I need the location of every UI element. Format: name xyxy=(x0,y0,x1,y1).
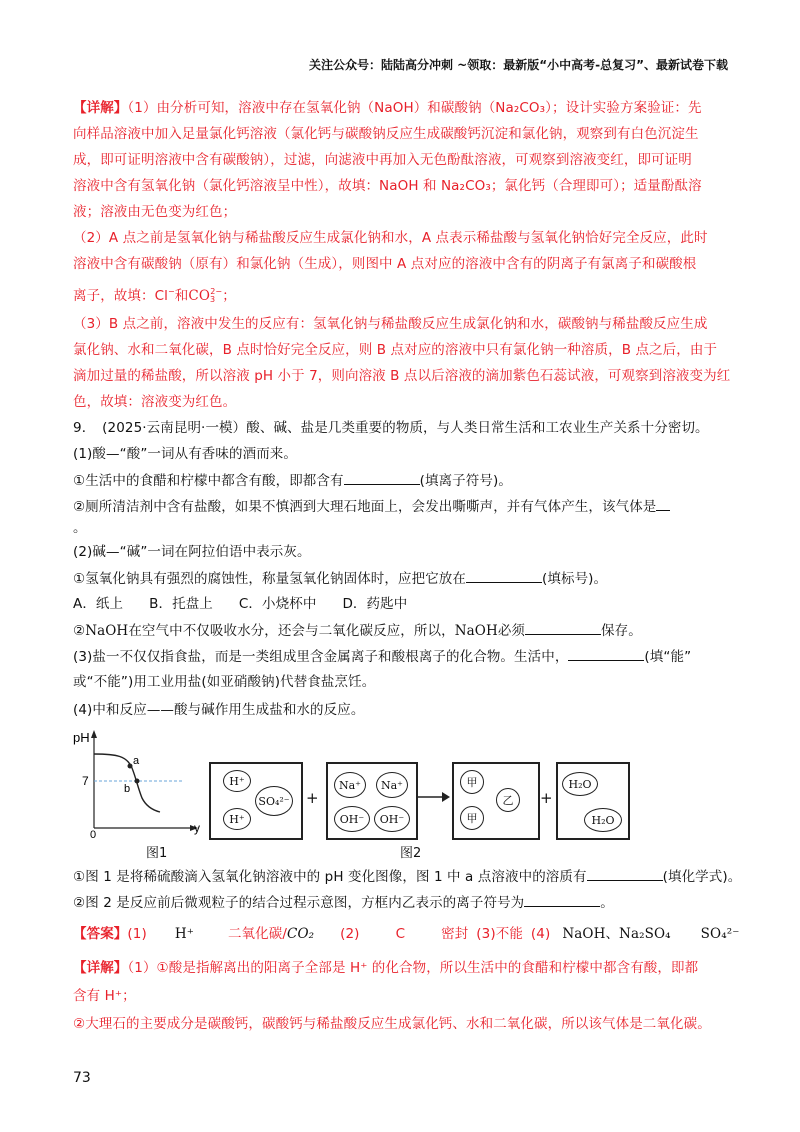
xlabel: y xyxy=(194,821,200,835)
detail1-line10: 氯化钠、水和二氧化碳，B 点时恰好完全反应，则 B 点对应的溶液中只有氯化钠一种溶质，B 点之后，由于 xyxy=(73,342,718,358)
detail1-line4: 溶液中含有氢氧化钠（氯化钙溶液呈中性），故填：NaOH 和 Na₂CO₃；氯化钙（合理即可）；适量酚酞溶 xyxy=(73,178,702,194)
answer-blank[interactable] xyxy=(656,496,670,511)
ion-yi: 乙 xyxy=(496,788,520,812)
q9-part1: (1)酸—“酸”一词从有香味的酒而来。 xyxy=(73,446,298,462)
option-a: A．纸上 xyxy=(73,596,124,612)
detail2-line1: 【详解】（1）①酸是指解离出的阳离子全部是 H⁺ 的化合物，所以生活中的食醋和柠檬中都含有酸，即都 xyxy=(73,960,699,976)
water-box xyxy=(556,762,630,840)
detail1-line1 xyxy=(73,98,733,118)
answer-blank[interactable] xyxy=(344,470,420,485)
detail1-line9: （3）B 点之前，溶液中发生的反应有：氢氧化钠与稀盐酸反应生成氯化钠和水，碳酸钠与稀盐酸反应生成 xyxy=(73,316,708,332)
ylabel: pH xyxy=(73,730,90,745)
page-header: 关注公众号：陆陆高分冲刺 ~领取：最新版“小中高考-总复习”、最新试卷下载 xyxy=(309,58,728,72)
detail1-line2: 向样品溶液中加入足量氯化钙溶液（氯化钙与碳酸钠反应生成碳酸钙沉淀和氯化钠，观察到有白色沉淀生 xyxy=(73,126,699,142)
option-b: B．托盘上 xyxy=(149,596,213,612)
ph-curve-figure xyxy=(72,728,208,840)
answer-blank[interactable] xyxy=(466,568,542,583)
detail1-text: （1）由分析可知，溶液中存在氢氧化钠（NaOH）和碳酸钠（Na₂CO₃）；设计实验方案验证：先 xyxy=(127,100,702,116)
answer-line: 【答案】(1) H⁺ 二氧化碳/CO₂ (2) C 密封 (3)不能 (4) NaOH、Na₂SO₄ SO₄²⁻ xyxy=(73,926,740,942)
detail2-line2: 含有 H⁺； xyxy=(73,988,136,1004)
point-a xyxy=(128,764,133,769)
detail1-line7: 溶液中含有碳酸钠（原有）和氯化钠（生成），则图中 A 点对应的溶液中含有的阴离子有氯离子和碳酸根 xyxy=(73,256,697,272)
detail1-line3: 成，即可证明溶液中含有碳酸钠），过滤，向滤液中再加入无色酚酞溶液，可观察到溶液变红，即可证明 xyxy=(73,152,692,168)
point-b-label: b xyxy=(124,783,131,795)
ion-h: H⁺ xyxy=(223,770,251,792)
ion-oh: OH⁻ xyxy=(374,806,410,832)
q9-part2b: ②NaOH在空气中不仅吸收水分，还会与二氧化碳反应，所以，NaOH必须 保存。 xyxy=(73,620,733,641)
page-number: 73 xyxy=(73,1070,91,1086)
reactant-acid-box xyxy=(209,762,303,840)
q9-part4b: ②图 2 是反应前后微观粒子的结合过程示意图，方框内乙表示的离子符号为 。 xyxy=(73,892,733,913)
ion-na: Na⁺ xyxy=(376,772,408,798)
q9-part4: (4)中和反应——酸与碱作用生成盐和水的反应。 xyxy=(73,702,365,718)
q9-part3b: 或“不能”)用工业用盐(如亚硝酸钠)代替食盐烹饪。 xyxy=(73,674,376,690)
point-a-label: a xyxy=(133,755,140,767)
q9-part3a: (3)盐一不仅仅指食盐，而是一类组成里含金属离子和酸根离子的化合物。生活中， (填“能” xyxy=(73,646,733,667)
q9-part1b: ②厕所清洁剂中含有盐酸，如果不慎洒到大理石地面上，会发出嘶嘶声，并有气体产生，该气体是 xyxy=(73,496,733,517)
figure2-caption: 图2 xyxy=(400,846,422,861)
reactant-base-box xyxy=(326,762,418,840)
answer-blank[interactable] xyxy=(587,866,663,881)
answer-blank[interactable] xyxy=(525,620,601,635)
ion-so4: SO₄²⁻ xyxy=(255,786,293,816)
plus-sign: + xyxy=(306,789,319,807)
ion-jia: 甲 xyxy=(460,770,484,794)
detail2-line3: ②大理石的主要成分是碳酸钙，碳酸钙与稀盐酸反应生成氯化钙、水和二氧化碳，所以该气体是二氧化碳。 xyxy=(73,1016,711,1032)
seven-label: 7 xyxy=(82,774,89,788)
detail1-line6: （2）A 点之前是氢氧化钠与稀盐酸反应生成氯化钠和水，A 点表示稀盐酸与氢氧化钠恰好完全反应，此时 xyxy=(73,230,708,246)
option-c: C．小烧杯中 xyxy=(238,596,317,612)
detail1-line12: 色，故填：溶液变为红色。 xyxy=(73,394,237,410)
detail1-line11: 滴加过量的稀盐酸，所以溶液 pH 小于 7，则向溶液 B 点以后溶液的滴加紫色石蕊试液，可观察到溶液变为红 xyxy=(73,368,731,384)
answer-blank[interactable] xyxy=(568,646,644,661)
point-b xyxy=(135,779,140,784)
origin-label: 0 xyxy=(90,829,97,840)
question9-stem: 9． (2025·云南昆明·一模）酸、碱、盐是几类重要的物质，与人类日常生活和工农业生产关系十分密切。 xyxy=(73,420,709,436)
detail1-line8: 离子，故填：Cl−和$CO_3^{2-}$； xyxy=(73,287,236,304)
detail-tag: 【详解】 xyxy=(73,960,128,976)
ion-oh: OH⁻ xyxy=(334,806,370,832)
ion-na: Na⁺ xyxy=(334,772,366,798)
q9-part1b-end: 。 xyxy=(73,520,87,536)
plus-sign: + xyxy=(540,789,553,807)
molecule-h2o: H₂O xyxy=(562,772,598,796)
q9-part4a: ①图 1 是将稀硫酸滴入氢氧化钠溶液中的 pH 变化图像，图 1 中 a 点溶液中的溶质有 (填化学式)。 xyxy=(73,866,733,887)
q9-part2: (2)碱—“碱”一词在阿拉伯语中表示灰。 xyxy=(73,544,311,560)
arrow-icon xyxy=(416,790,452,804)
molecule-h2o: H₂O xyxy=(584,808,622,832)
detail-tag: 【详解】 xyxy=(73,100,128,116)
option-d: D．药匙中 xyxy=(342,596,408,612)
q9-options xyxy=(73,594,733,614)
ion-jia: 甲 xyxy=(460,806,484,830)
product-box xyxy=(452,762,540,840)
ion-h: H⁺ xyxy=(223,808,251,830)
answer-blank[interactable] xyxy=(524,892,600,907)
answer-tag: 【答案】 xyxy=(73,926,128,942)
q9-part2a: ①氢氧化钠具有强烈的腐蚀性，称量氢氧化钠固体时，应把它放在 (填标号)。 xyxy=(73,568,733,589)
figure1-caption: 图1 xyxy=(146,846,168,861)
detail1-line5: 液；溶液由无色变为红色； xyxy=(73,204,237,220)
q9-part1a: ①生活中的食醋和柠檬中都含有酸，即都含有 (填离子符号)。 xyxy=(73,470,733,491)
